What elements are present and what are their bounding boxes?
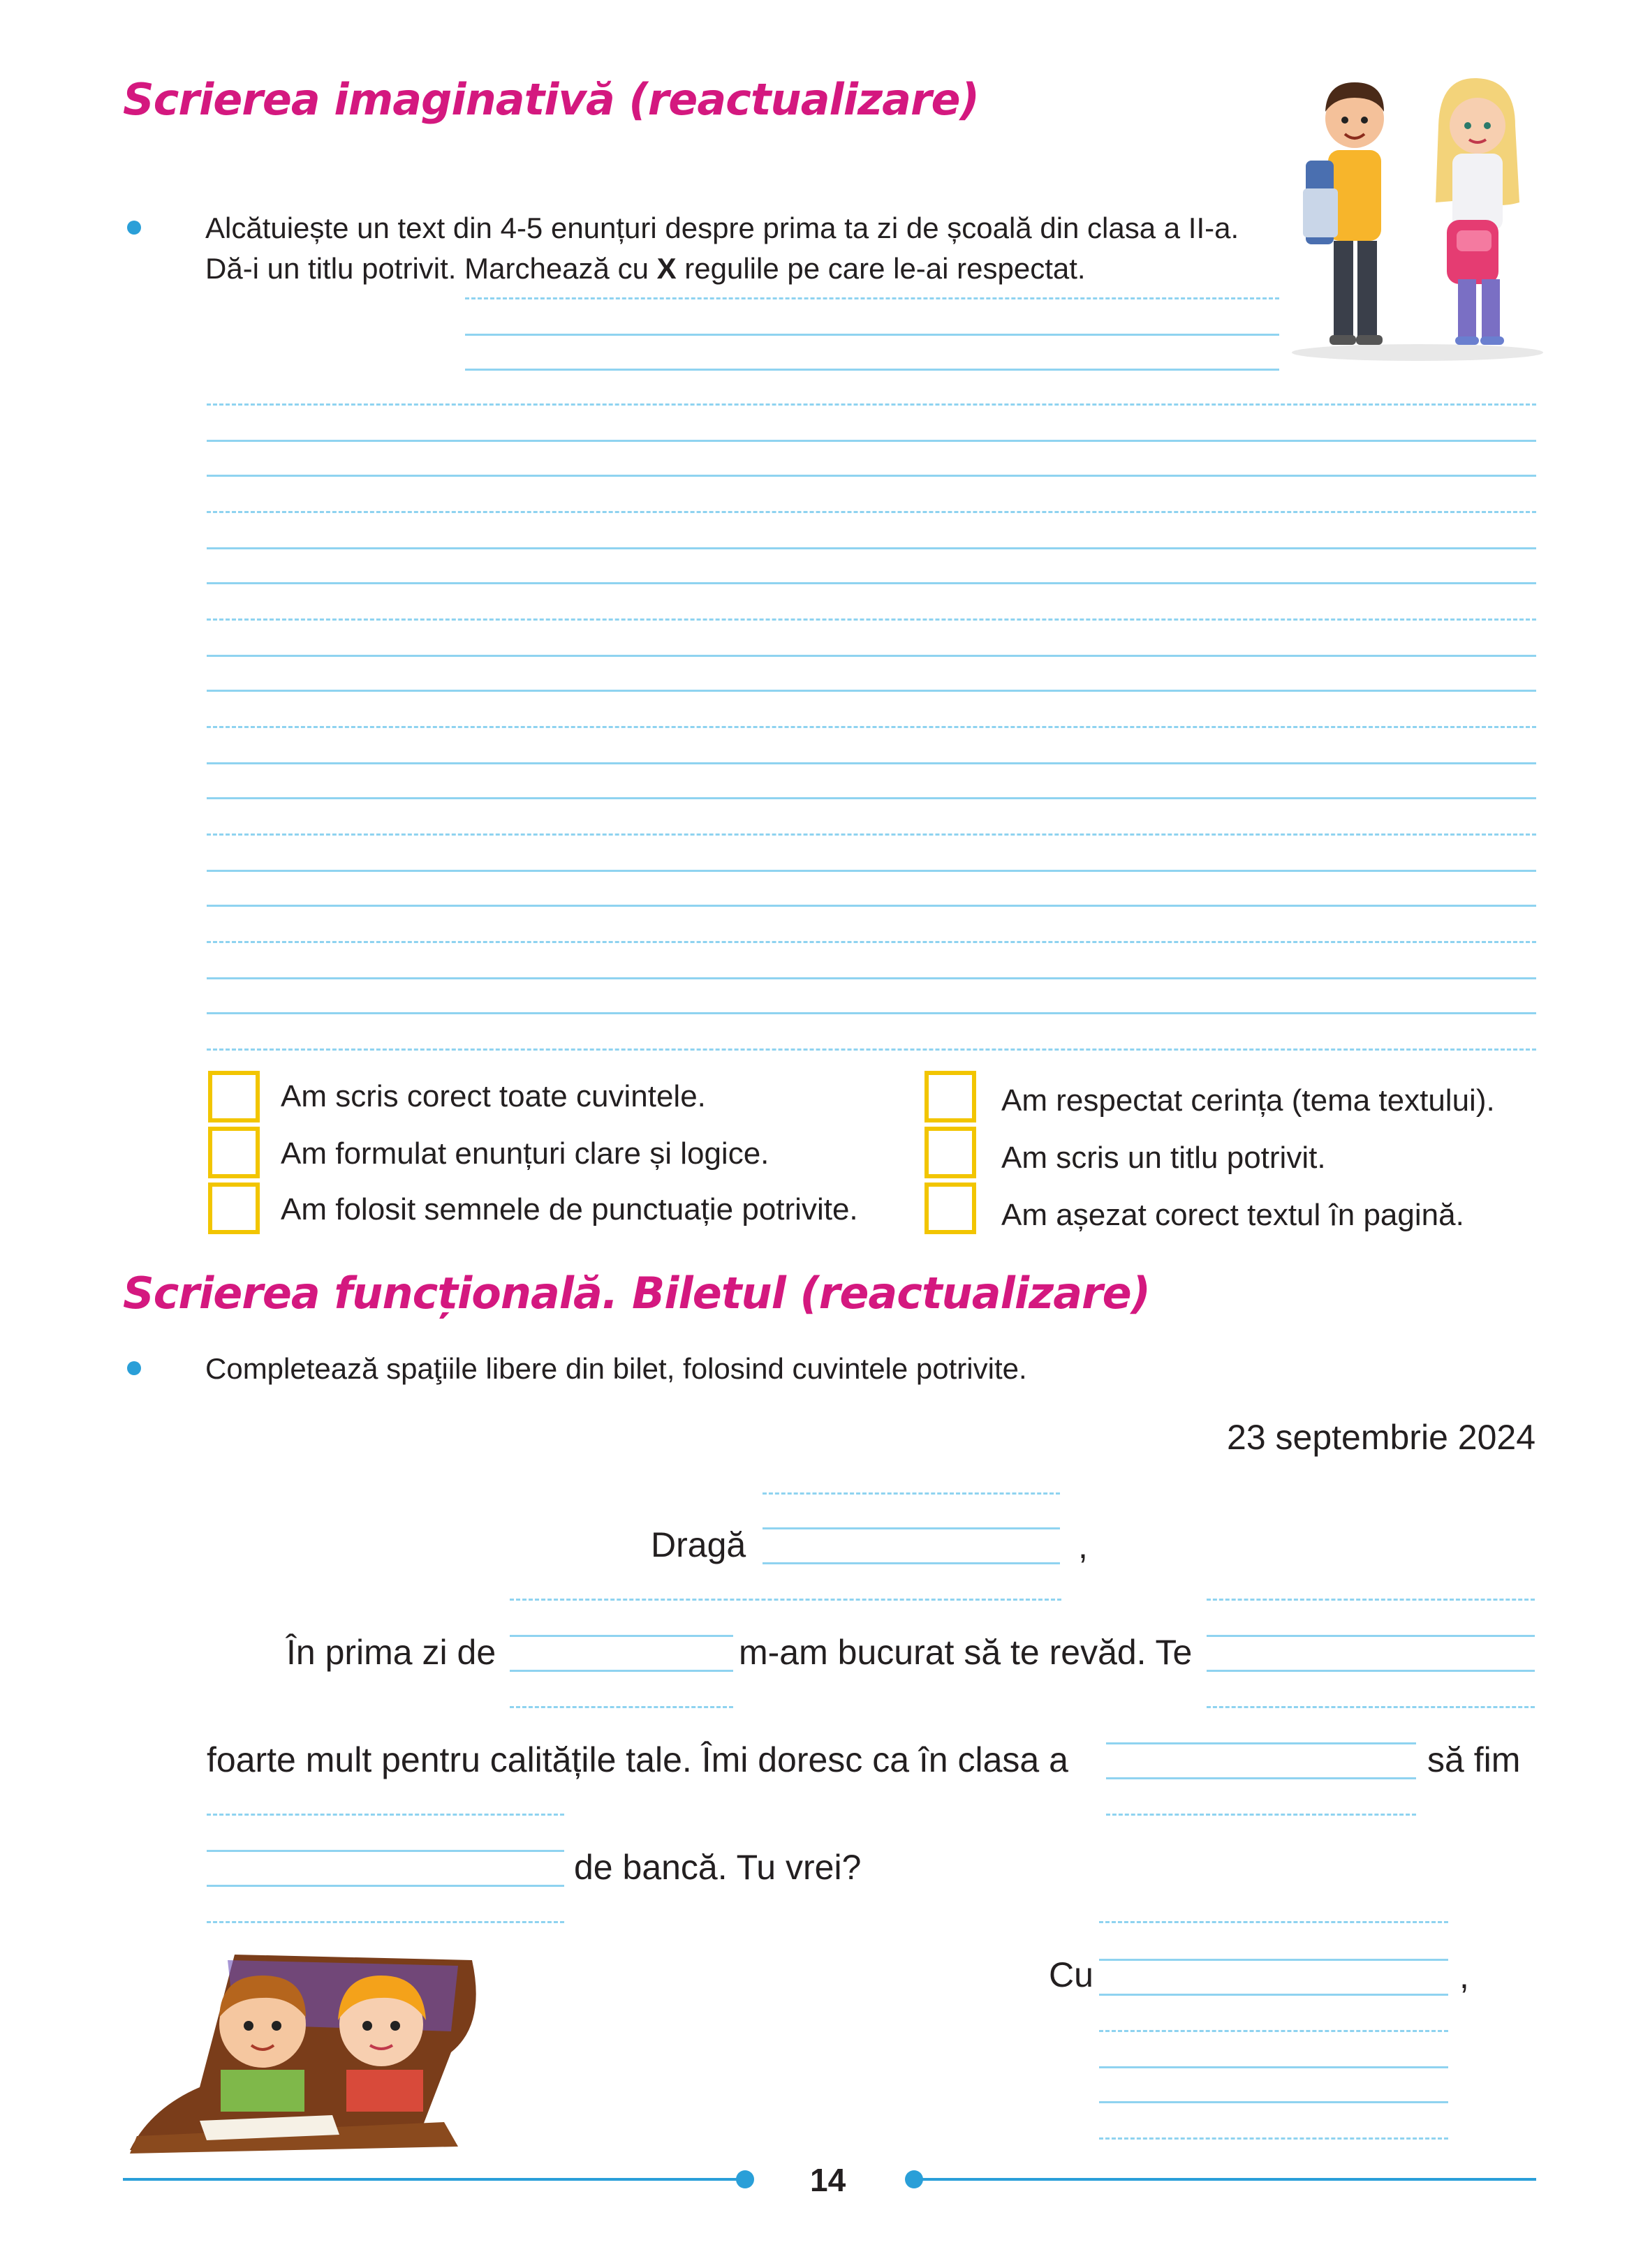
checklist-item-label: Am respectat cerința (tema textului). <box>1001 1083 1495 1118</box>
blank-field[interactable] <box>510 1635 733 1637</box>
students-with-backpacks-illustration <box>1285 70 1550 363</box>
children-at-desk-illustration <box>123 1948 486 2157</box>
checkbox[interactable] <box>208 1071 260 1122</box>
instruction-line-2 <box>205 249 1239 289</box>
blank-field[interactable] <box>1099 1959 1448 1961</box>
comma: , <box>1078 1527 1088 1566</box>
section2-instruction: Completează spaţiile libere din bilet, folosind cuvintele potrivite. <box>205 1352 1027 1385</box>
checkbox[interactable] <box>208 1183 260 1234</box>
bullet-icon <box>127 1361 141 1375</box>
checklist-item-label: Am folosit semnele de punctuație potrivite. <box>281 1192 858 1226</box>
footer-dot <box>736 2170 754 2188</box>
signature-field[interactable] <box>1099 2066 1448 2068</box>
page-number: 14 <box>810 2162 846 2198</box>
checklist-item-label: Am scris un titlu potrivit. <box>1001 1141 1326 1175</box>
section1-title: Scrierea imaginativă (reactualizare) <box>123 74 979 125</box>
blank-field[interactable] <box>1106 1742 1416 1744</box>
blank-field[interactable] <box>1207 1635 1535 1637</box>
letter-text: să fim <box>1427 1740 1521 1779</box>
letter-greeting: Dragă <box>651 1525 746 1564</box>
footer-rule <box>123 2178 744 2181</box>
instruction-text: Dă-i un titlu potrivit. Marchează cu <box>205 252 657 285</box>
blank-field[interactable] <box>207 1850 564 1852</box>
instruction-text: regulile pe care le-ai respectat. <box>676 252 1086 285</box>
section2-title: Scrierea funcțională. Biletul (reactualizare) <box>123 1268 1151 1319</box>
checkbox[interactable] <box>925 1127 976 1178</box>
letter-text: În prima zi de <box>286 1633 496 1672</box>
footer-rule <box>915 2178 1536 2181</box>
blank-field[interactable] <box>763 1527 1060 1529</box>
checkbox[interactable] <box>925 1071 976 1122</box>
letter-closing: Cu <box>1049 1955 1093 1994</box>
checklist-item-label: Am așezat corect textul în pagină. <box>1001 1198 1464 1232</box>
checklist-item-label: Am formulat enunțuri clare și logice. <box>281 1136 769 1171</box>
instruction-line-1: Alcătuiește un text din 4-5 enunțuri despre prima ta zi de școală din clasa a II-a. <box>205 212 1239 244</box>
letter-date: 23 septembrie 2024 <box>1227 1418 1535 1457</box>
x-mark: X <box>656 252 677 285</box>
checklist-item-label: Am scris corect toate cuvintele. <box>281 1079 706 1113</box>
checkbox[interactable] <box>925 1183 976 1234</box>
checkbox[interactable] <box>208 1127 260 1178</box>
comma: , <box>1459 1957 1469 1996</box>
letter-text: foarte mult pentru calitățile tale. Îmi doresc ca în clasa a <box>207 1740 1068 1779</box>
section1-instruction <box>205 208 1239 289</box>
bullet-icon <box>127 221 141 235</box>
letter-text: de bancă. Tu vrei? <box>574 1848 862 1887</box>
letter-text: m-am bucurat să te revăd. Te <box>739 1633 1193 1672</box>
